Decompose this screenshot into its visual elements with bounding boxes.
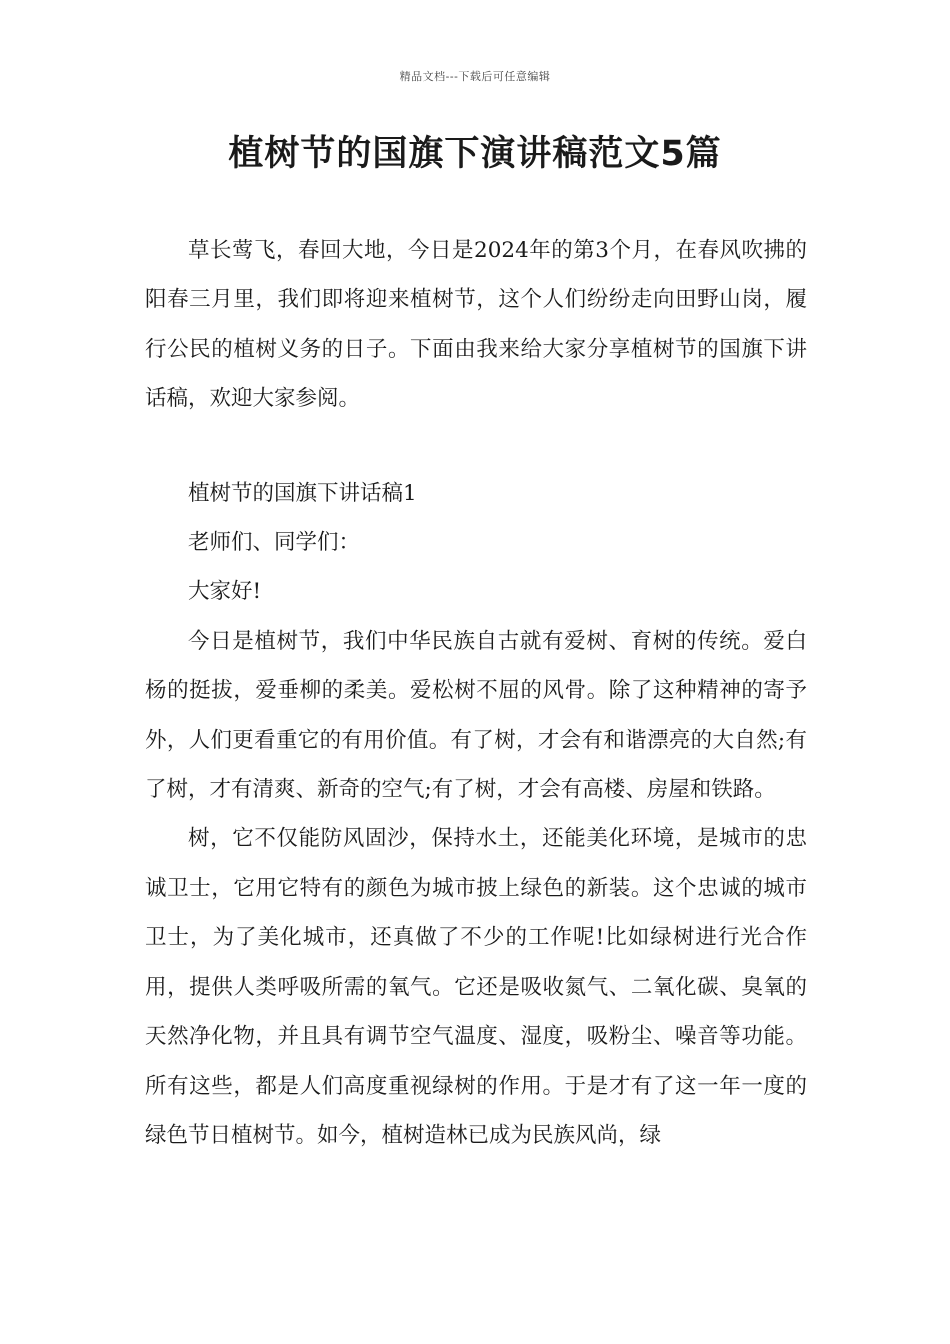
body-paragraph: 树，它不仅能防风固沙，保持水土，还能美化环境，是城市的忠诚卫士，它用它特有的颜色为城市披上绿色的新装。这个忠诚的城市卫士，为了美化城市，还真做了不少的工作呢!比如绿树进行光合作用，提供人类呼吸所需的氧气。它还是吸收氮气、二氧化碳、臭氧的天然净化物，并且具有调节空气温度、湿度，吸粉尘、噪音等功能。所有这些，都是人们高度重视绿树的作用。于是才有了这一年一度的绿色节日植树节。如今，植树造林已成为民族风尚，绿 xyxy=(145,826,807,1148)
salutation: 老师们、同学们： xyxy=(188,530,361,556)
document-body xyxy=(145,226,807,1160)
body-paragraph: 今日是植树节，我们中华民族自古就有爱树、育树的传统。爱白杨的挺拔，爱垂柳的柔美。爱松树不屈的风骨。除了这种精神的寄予外，人们更看重它的有用价值。有了树，才会有和谐漂亮的大自然;有了树，才有清爽、新奇的空气;有了树，才会有高楼、房屋和铁路。 xyxy=(145,628,807,803)
intro-paragraph: 草长莺飞，春回大地，今日是2024年的第3个月，在春风吹拂的阳春三月里，我们即将迎来植树节，这个人们纷纷走向田野山岗，履行公民的植树义务的日子。下面由我来给大家分享植树节的国旗下讲话稿，欢迎大家参阅。 xyxy=(145,238,807,412)
document-title: 植树节的国旗下演讲稿范文5篇 xyxy=(228,134,722,174)
section-heading: 植树节的国旗下讲话稿1 xyxy=(188,480,417,506)
header-note: 精品文档---下载后可任意编辑 xyxy=(399,70,551,83)
greeting: 大家好! xyxy=(188,579,262,605)
